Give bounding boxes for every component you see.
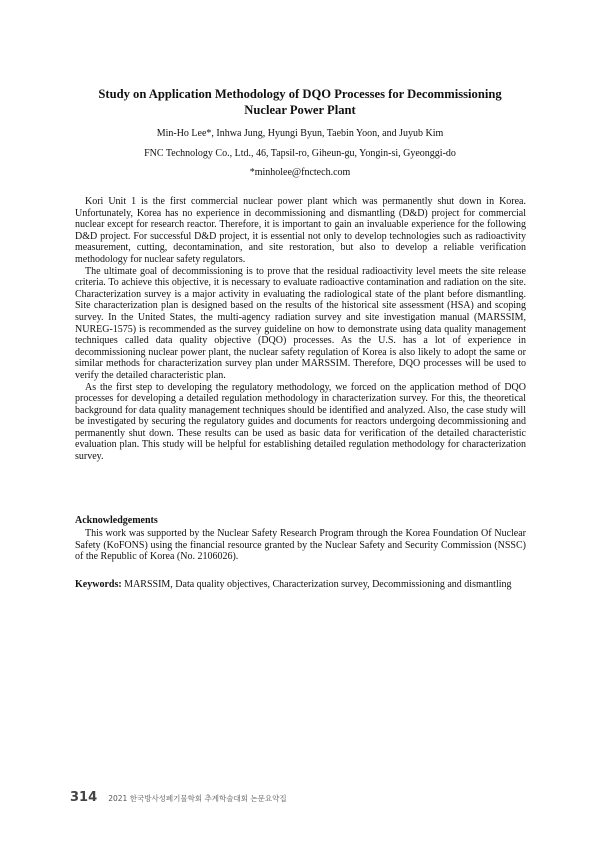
author-email: *minholee@fnctech.com	[249, 167, 351, 178]
keywords-label: Keywords:	[75, 579, 122, 590]
keywords-text: MARSSIM, Data quality objectives, Characterization survey, Decommissioning and dismantling	[124, 579, 512, 590]
author-list: Min-Ho Lee*, Inhwa Jung, Hyungi Byun, Taebin Yoon, and Juyub Kim	[156, 128, 444, 139]
acknowledgements-text: This work was supported by the Nuclear Safety Research Program through the Korea Foundation Of Nuclear Safety (KoFONS) using the financial resource granted by the Nuclear Safety and Security Commission (NSSC) of the Republic of Korea (No. 2106026).	[75, 528, 526, 563]
page-footer	[70, 786, 287, 805]
affiliation: FNC Technology Co., Ltd., 46, Tapsil-ro, Giheun-gu, Yongin-si, Gyeonggi-do	[144, 148, 456, 159]
paragraph: As the first step to developing the regulatory methodology, we forced on the application method of DQO processes for developing a detailed regulation methodology in characterization survey. For this, the theoretical background for data quality management techniques should be identified and analyzed. Also, the case study will be investigated by securing the regulatory guides and documents for reactors undergoing decommissioning and permanently shut down. These results can be used as basic data for verification of the detailed characteristic evaluation plan. This study will be helpful for establishing detailed regulation methodology for characterization survey.	[75, 381, 526, 463]
page-number: 314	[70, 790, 98, 805]
acknowledgements-heading: Acknowledgements	[75, 515, 158, 526]
paper-title	[60, 86, 540, 118]
footer-text: 2021 한국방사성폐기물학회 추계학술대회 논문요약집	[108, 794, 287, 803]
paragraph: The ultimate goal of decommissioning is to prove that the residual radioactivity level meets the site release criteria. To achieve this objective, it is necessary to evaluate radioactive contamination and radiation on the site. Characterization survey is a major activity in evaluating the radiological state of the plant before dismantling. Site characterization plan is designed based on the results of the historical site assessment (HSA) and scoping survey. In the United States, the multi-agency radiation survey and site investigation manual (MARSSIM, NUREG-1575) is recommended as the survey guideline on how to demonstrate using data quality management techniques called data quality objective (DQO) processes. As the U.S. has a lot of experience in decommissioning nuclear power plant, the nuclear safety regulation of Korea is also likely to adopt the same or similar methods for characterization survey plan under MARSSIM. Therefore, DQO processes will be used to verify the detailed characteristic plan.	[75, 265, 526, 381]
paragraph: Kori Unit 1 is the first commercial nuclear power plant which was permanently shut down in Korea. Unfortunately, Korea has no experience in decommissioning and dismantling (D&D) project for commercial nuclear except for research reactor. Therefore, it is important to gain an invaluable experience for the following D&D project. For successful D&D project, it is essential not only to develop technologies such as radioactivity measurement, cutting, decontamination, and site restoration, but also to develop a reliable verification methodology for nuclear safety regulators.	[75, 196, 526, 265]
title-line-1: Study on Application Methodology of DQO Processes for Decommissioning	[98, 87, 502, 101]
keywords-section	[75, 579, 526, 591]
abstract-body	[75, 196, 526, 463]
title-line-2: Nuclear Power Plant	[244, 103, 356, 117]
